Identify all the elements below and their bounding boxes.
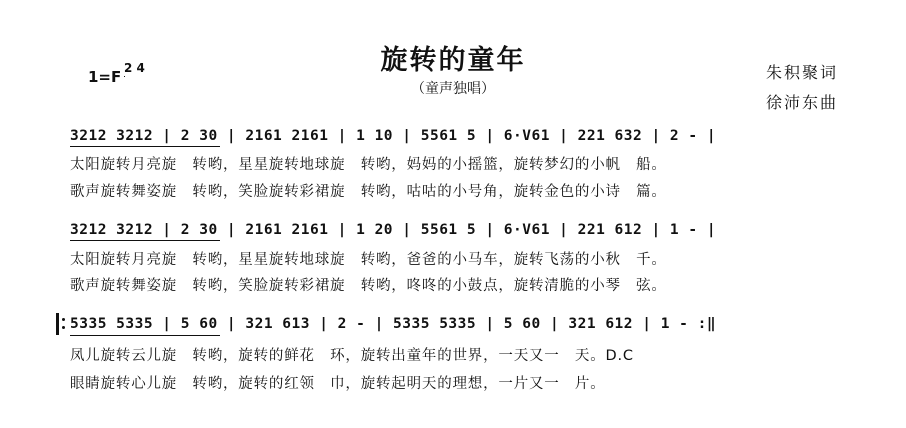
time-signature-bottom: 4 xyxy=(136,61,145,75)
time-signature-top: 2 xyxy=(124,61,133,75)
system-3-notes: 5335 5335 | 5 60 | 321 613 | 2 - | 5335 5335 | 5 60 | 321 612 | 1 - :‖ xyxy=(70,316,717,332)
system-1-notes: 3212 3212 | 2 30 | 2161 2161 | 1 10 | 5561 5 | 6·V61 | 221 632 | 2 - | xyxy=(70,128,717,144)
system-2-lyrics-verse-2: 歌声旋转舞姿旋 转哟，笑脸旋转彩裙旋 转哟，咚咚的小鼓点，旋转清脆的小琴 弦。 xyxy=(70,278,667,294)
lyricist-credit: 朱积聚词 xyxy=(766,63,839,82)
system-2-lyrics-verse-1: 太阳旋转月亮旋 转哟，星星旋转地球旋 转哟，爸爸的小马车，旋转飞荡的小秋 千。 xyxy=(70,252,667,268)
repeat-start-barline xyxy=(56,313,59,335)
system-2-notes: 3212 3212 | 2 30 | 2161 2161 | 1 20 | 5561 5 | 6·V61 | 221 612 | 1 - | xyxy=(70,222,717,238)
system-1-lyrics-verse-2: 歌声旋转舞姿旋 转哟，笑脸旋转彩裙旋 转哟，咕咕的小号角，旋转金色的小诗 篇。 xyxy=(70,184,667,200)
system-3-lyrics-verse-1: 凤儿旋转云儿旋 转哟，旋转的鲜花 环，旋转出童年的世界，一天又一 天。D.C xyxy=(70,348,634,364)
system-3-lyrics-verse-2: 眼睛旋转心儿旋 转哟，旋转的红领 巾，旋转起明天的理想，一片又一 片。 xyxy=(70,376,606,392)
beam-line xyxy=(70,146,220,147)
song-title: 旋转的童年 xyxy=(380,45,526,76)
time-signature xyxy=(124,61,145,75)
beam-line xyxy=(70,240,220,241)
song-subtitle: （童声独唱） xyxy=(411,81,495,97)
beam-line xyxy=(70,335,220,336)
system-1-lyrics-verse-1: 太阳旋转月亮旋 转哟，星星旋转地球旋 转哟，妈妈的小摇篮，旋转梦幻的小帆 船。 xyxy=(70,157,667,173)
composer-credit: 徐沛东曲 xyxy=(766,93,839,112)
key-signature: 1=F xyxy=(88,68,122,86)
repeat-dot xyxy=(62,326,65,329)
repeat-dot xyxy=(62,318,65,321)
